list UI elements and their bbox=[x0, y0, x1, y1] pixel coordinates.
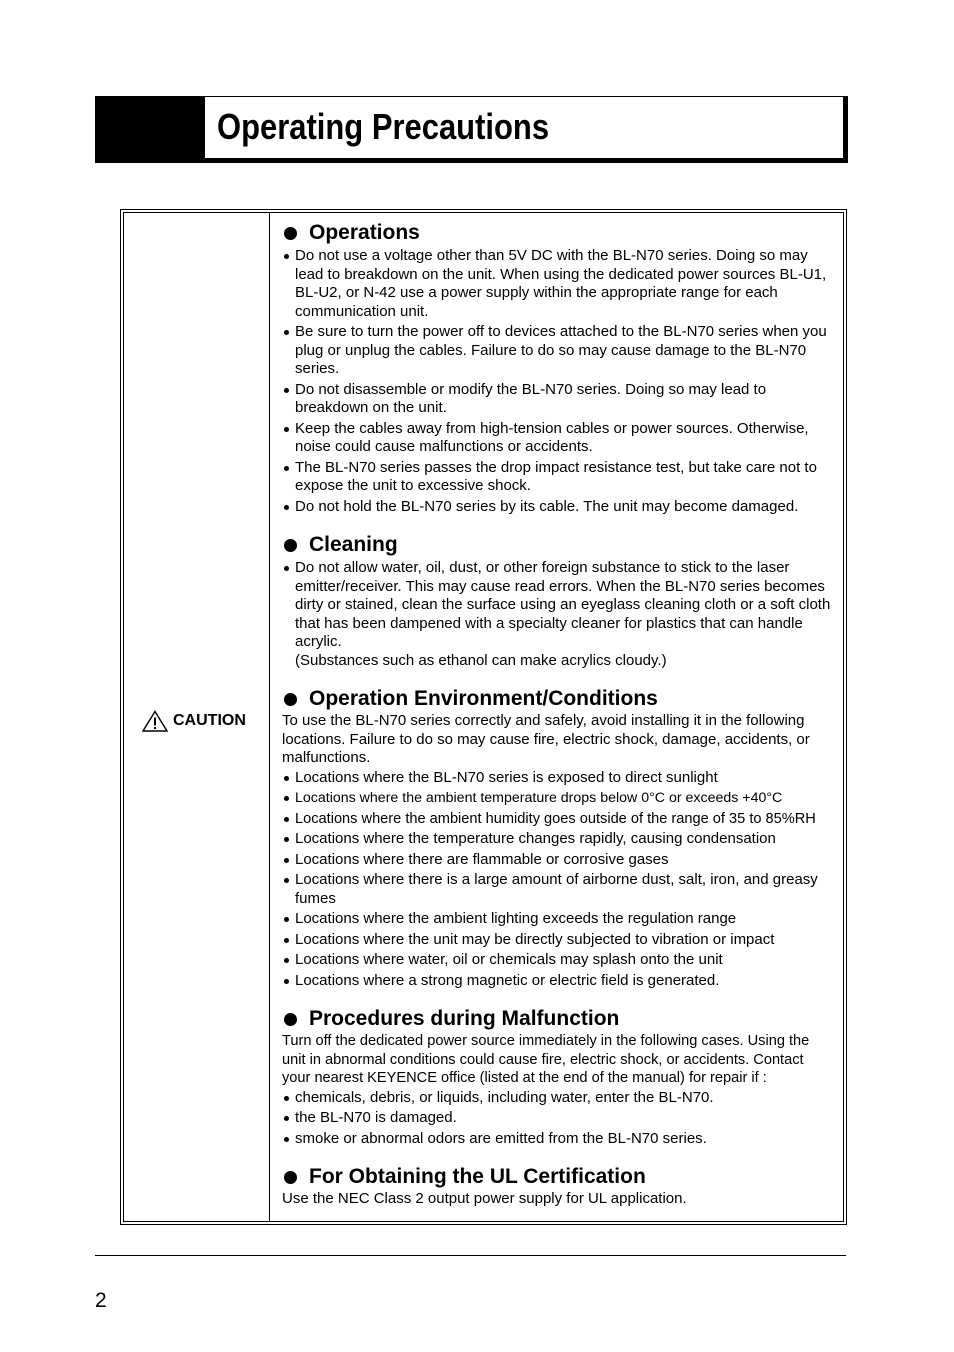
list-item: Locations where the ambient temperature drops below 0°C or exceeds +40°C bbox=[282, 789, 835, 808]
title-box bbox=[205, 96, 848, 163]
page-title: Operating Precautions bbox=[217, 106, 550, 147]
section-heading-text: Operations bbox=[309, 221, 420, 244]
section-heading bbox=[282, 686, 835, 712]
list-item: Do not hold the BL-N70 series by its cable. The unit may become damaged. bbox=[282, 498, 835, 517]
list-item: smoke or abnormal odors are emitted from the BL-N70 series. bbox=[282, 1130, 835, 1149]
list-item: Keep the cables away from high-tension cables or power sources. Otherwise, noise could cause malfunctions or accidents. bbox=[282, 420, 835, 457]
list-item: Do not disassemble or modify the BL-N70 series. Doing so may lead to breakdown on the unit. bbox=[282, 381, 835, 418]
warning-triangle-icon bbox=[142, 710, 168, 732]
bullet-list bbox=[282, 769, 835, 991]
section-heading-text: Cleaning bbox=[309, 533, 398, 556]
section-heading bbox=[282, 220, 835, 246]
section-heading bbox=[282, 532, 835, 558]
bullet-dot-icon bbox=[284, 227, 297, 240]
section-cleaning bbox=[282, 532, 835, 670]
list-item-note: (Substances such as ethanol can make acrylics cloudy.) bbox=[295, 651, 667, 669]
footer-rule bbox=[95, 1255, 846, 1256]
list-item: Locations where there are flammable or corrosive gases bbox=[282, 851, 835, 870]
list-item: Locations where the temperature changes rapidly, causing condensation bbox=[282, 830, 835, 849]
bullet-dot-icon bbox=[284, 1013, 297, 1026]
bullet-list bbox=[282, 247, 835, 516]
section-intro: To use the BL-N70 series correctly and safely, avoid installing it in the following locations. Failure to do so may cause fire, electric shock, damage, accidents, or malfunctions. bbox=[282, 712, 810, 766]
section-heading-text: Operation Environment/Conditions bbox=[309, 687, 658, 710]
bullet-dot-icon bbox=[284, 539, 297, 552]
section-heading-text: Procedures during Malfunction bbox=[309, 1007, 620, 1030]
list-item: Locations where the ambient lighting exceeds the regulation range bbox=[282, 910, 835, 929]
list-item: Locations where the unit may be directly subjected to vibration or impact bbox=[282, 931, 835, 950]
list-item: The BL-N70 series passes the drop impact resistance test, but take care not to expose the unit to excessive shock. bbox=[282, 459, 835, 496]
list-item: chemicals, debris, or liquids, including water, enter the BL-N70. bbox=[282, 1089, 835, 1108]
list-item: Locations where the BL-N70 series is exposed to direct sunlight bbox=[282, 769, 835, 788]
page-number: 2 bbox=[95, 1289, 107, 1312]
section-operations bbox=[282, 220, 835, 516]
bullet-list bbox=[282, 559, 835, 670]
list-item-text: Do not allow water, oil, dust, or other foreign substance to stick to the laser emitter/receiver. This may cause read errors. When the BL-N70 series becomes dirty or stained, clean the surface using an eyeglass cleaning cloth or a soft cloth that has been dampened with a specialty cleaner for plastics that can handle acrylic. bbox=[295, 559, 831, 650]
caution-label-column bbox=[124, 213, 270, 1221]
list-item: Locations where a strong magnetic or electric field is generated. bbox=[282, 972, 835, 991]
list-item: Locations where the ambient humidity goes outside of the range of 35 to 85%RH bbox=[282, 810, 835, 829]
section-heading-text: For Obtaining the UL Certification bbox=[309, 1165, 646, 1188]
caution-label-text: CAUTION bbox=[173, 712, 246, 729]
list-item: Locations where there is a large amount of airborne dust, salt, iron, and greasy fumes bbox=[282, 871, 835, 908]
list-item: Do not use a voltage other than 5V DC with the BL-N70 series. Doing so may lead to breakdown on the unit. When using the dedicated power sources BL-U1, BL-U2, or N-42 use a power supply within the appropriate range for each communication unit. bbox=[282, 247, 835, 321]
caution-label bbox=[142, 710, 246, 732]
section-heading bbox=[282, 1006, 835, 1032]
section-intro: Turn off the dedicated power source immediately in the following cases. Using the unit in abnormal conditions could cause fire, electric shock, or accidents. Contact your nearest KEYENCE office (listed at the end of the manual) for repair if : bbox=[282, 1033, 810, 1086]
caution-content-column bbox=[271, 213, 843, 1221]
caution-table bbox=[120, 209, 847, 1225]
bullet-dot-icon bbox=[284, 1171, 297, 1184]
title-banner bbox=[95, 96, 848, 163]
list-item: Be sure to turn the power off to devices attached to the BL-N70 series when you plug or unplug the cables. Failure to do so may cause damage to the BL-N70 series. bbox=[282, 323, 835, 379]
list-item bbox=[282, 559, 835, 670]
section-ul-certification bbox=[282, 1164, 835, 1209]
bullet-list bbox=[282, 1089, 835, 1149]
title-black-block bbox=[95, 96, 205, 163]
bullet-dot-icon bbox=[284, 693, 297, 706]
list-item: Locations where water, oil or chemicals may splash onto the unit bbox=[282, 951, 835, 970]
section-heading bbox=[282, 1164, 835, 1190]
caution-table-inner bbox=[123, 212, 844, 1222]
section-intro: Use the NEC Class 2 output power supply for UL application. bbox=[282, 1190, 687, 1207]
section-malfunction bbox=[282, 1006, 835, 1148]
list-item: the BL-N70 is damaged. bbox=[282, 1109, 835, 1128]
section-operation-environment bbox=[282, 686, 835, 990]
